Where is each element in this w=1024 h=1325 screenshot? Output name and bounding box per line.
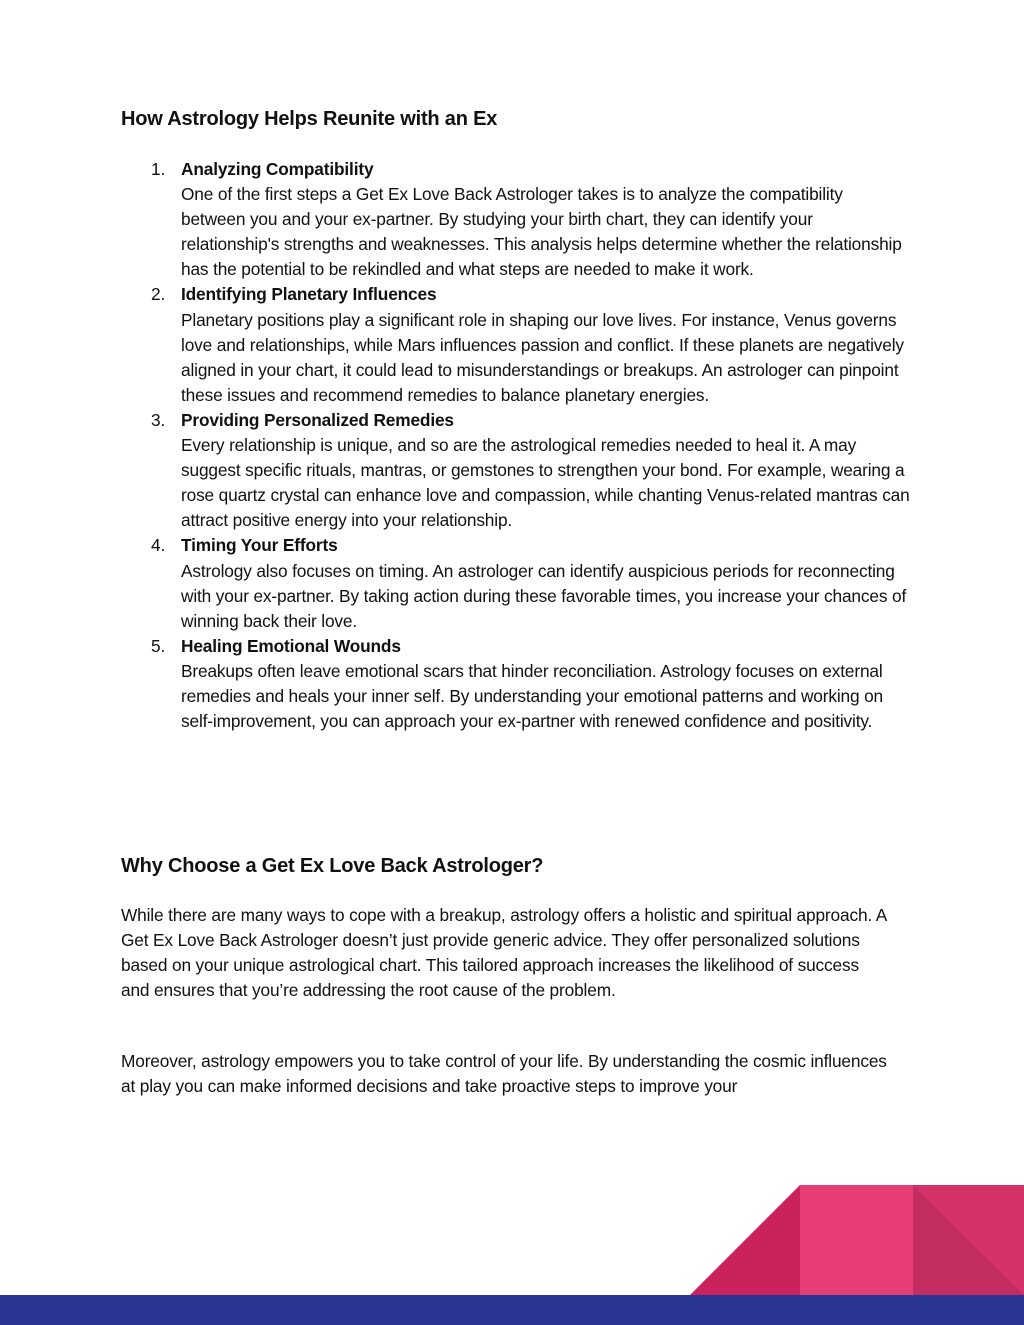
section-heading-why-choose: Why Choose a Get Ex Love Back Astrologer? xyxy=(121,855,544,877)
steps-list xyxy=(121,157,911,734)
list-item-title: Healing Emotional Wounds xyxy=(181,635,401,656)
decor-pink-block xyxy=(800,1185,913,1295)
list-item-body: Planetary positions play a significant role in shaping our love lives. For instance, Venus governs love and relationships, while Mars influences passion and conflict. If these planets are negatively aligned in your chart, it could lead to misunderstandings or breakups. An astrologer can pinpoint these issues and recommend remedies to balance planetary energies. xyxy=(181,309,904,405)
list-item-title: Providing Personalized Remedies xyxy=(181,409,454,430)
list-item-body: One of the first steps a Get Ex Love Back Astrologer takes is to analyze the compatibility between you and your ex-partner. By studying your birth chart, they can identify your relationship's strengths and weaknesses. This analysis helps determine whether the relationship has the potential to be rekindled and what steps are needed to make it work. xyxy=(181,184,902,280)
paragraph: While there are many ways to cope with a breakup, astrology offers a holistic and spiritual approach. A Get Ex Love Back Astrologer doesn’t just provide generic advice. They offer personalized solutions based on your unique astrological chart. This tailored approach increases the likelihood of success and ensures that you’re addressing the root cause of the problem. xyxy=(121,905,887,1001)
list-item xyxy=(121,157,911,282)
list-item-title: Timing Your Efforts xyxy=(181,535,338,556)
list-item-number: 3. xyxy=(151,409,166,430)
list-item-body: Every relationship is unique, and so are the astrological remedies needed to heal it. A may suggest specific rituals, mantras, or gemstones to strengthen your bond. For example, wearing a rose quartz crystal can enhance love and compassion, while chanting Venus-related mantras can attract positive energy into your relationship. xyxy=(181,435,910,531)
list-item-number: 1. xyxy=(151,159,166,179)
list-item xyxy=(121,533,911,633)
list-item xyxy=(121,282,911,407)
footer-decoration xyxy=(0,1185,1024,1325)
list-item-body: Breakups often leave emotional scars that hinder reconciliation. Astrology focuses on external remedies and heals your inner self. By understanding your emotional patterns and working on self-improvement, you can approach your ex-partner with renewed confidence and positivity. xyxy=(181,660,884,732)
list-item-title: Analyzing Compatibility xyxy=(181,159,374,179)
section-heading-how-astrology-helps: How Astrology Helps Reunite with an Ex xyxy=(121,108,498,130)
decor-crimson-triangle xyxy=(690,1185,800,1295)
list-item-number: 2. xyxy=(151,284,166,305)
list-item-body: Astrology also focuses on timing. An astrologer can identify auspicious periods for reconnecting with your ex-partner. By taking action during these favorable times, you increase your chances of winning back their love. xyxy=(181,560,907,631)
paragraph: Moreover, astrology empowers you to take control of your life. By understanding the cosmic influences at play you can make informed decisions and take proactive steps to improve your xyxy=(121,1051,887,1097)
list-item xyxy=(121,634,911,734)
list-item-number: 4. xyxy=(151,535,166,556)
list-item xyxy=(121,408,911,533)
list-item-title: Identifying Planetary Influences xyxy=(181,284,437,305)
footer-bar xyxy=(0,1295,1024,1325)
list-item-number: 5. xyxy=(151,635,166,656)
